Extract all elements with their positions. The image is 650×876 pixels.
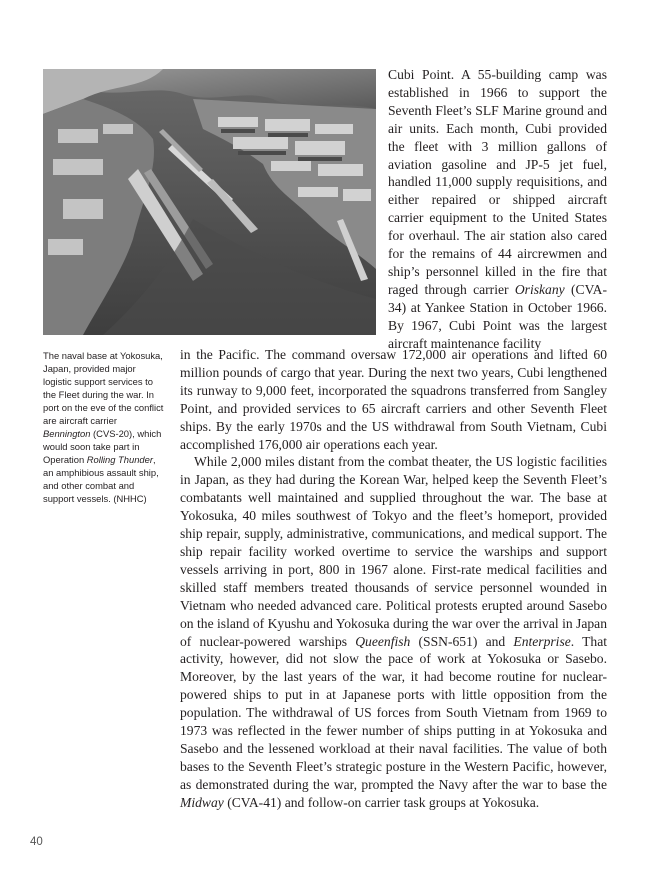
caption-text: , an amphibious assault ship, and other combat and support vessels. (NHHC) (43, 454, 159, 504)
text-run: (CVA-34) at Yankee Station in October 1966. By 1967, Cubi Point was the largest aircraft maintenance facility (388, 281, 607, 351)
paragraph-cubi-point (388, 66, 607, 353)
text-run: While 2,000 miles distant from the combat theater, the US logistic facilities in Japan, as they had during the Korean War, helped keep the Seventh Fleet’s combatants well maintained and supplied throughout the war. The base at Yokosuka, 40 miles southwest of Tokyo and the fleet’s homeport, provided ship repair, supply, administrative, communications, and medical support. The ship repair facility worked overtime to service the warships and support vessels arriving in port, 800 in 1967 alone. First-rate medical facilities and skilled staff members treated thousands of service personnel wounded in Vietnam who needed advanced care. Political protests erupted around Sasebo on the island of Kyushu and Yokosuka during the war over the arrival in Japan of nuclear-powered warships (180, 454, 607, 649)
main-column-text (180, 346, 607, 812)
aerial-photo-yokosuka (43, 69, 376, 335)
text-run: Cubi Point. A 55-building camp was established in 1966 to support the Seventh Fleet’s SLF Marine ground and air units. Each month, Cubi provided the fleet with 3 million gallons of aviation gasoline and JP-5 jet fuel, handled 11,000 supply requisitions, and either repaired or shipped aircraft carrier equipment to the United States for overhaul. The air station also cared for the remains of 44 aircrewmen and ship’s personnel killed in the fire that raged through carrier (388, 67, 607, 297)
ship-name-italic: Enterprise (513, 633, 571, 649)
ship-name-italic: Oriskany (514, 281, 565, 297)
caption-text: (CVS-20), which would soon take part in Operation (43, 428, 162, 465)
text-run: . That activity, however, did not slow the pace of work at Yokosuka or Sasebo. Moreover, by the last years of the war, it had become routine for nuclear-powered ships to put in at Japanese ports with little opposition from the population. The withdrawal of US forces from South Vietnam from 1969 to 1973 was reflected in the fewer number of ships putting in at Yokosuka and Sasebo and the lessened workload at their naval facilities. The value of both bases to the Seventh Fleet’s strategic posture in the Western Pacific, however, as demonstrated during the war, prompted the Navy after the war to base the (180, 633, 608, 792)
ship-name-italic: Queenfish (355, 633, 411, 649)
caption-ship-italic: Bennington (43, 428, 91, 439)
aerial-photo-icon (43, 69, 376, 335)
caption-text: The naval base at Yokosuka, Japan, provided major logistic support services to the Fleet during the war. In port on the eve of the conflict are aircraft carrier (43, 350, 164, 426)
text-run: (CVA-41) and follow-on carrier task groups at Yokosuka. (223, 794, 540, 810)
caption-operation-italic: Rolling Thunder (86, 454, 153, 465)
photo-caption (43, 349, 165, 505)
text-run: (SSN-651) and (410, 633, 514, 649)
paragraph-japan-facilities (180, 453, 607, 811)
ship-name-italic: Midway (180, 794, 224, 810)
paragraph-cubi-continued: in the Pacific. The command oversaw 172,000 air operations and lifted 60 million pounds of cargo that year. During the next two years, Cubi lengthened its runway to 9,000 feet, incorporated the squadrons transferred from Sangley Point, and provided services to 65 aircraft carriers and other Seventh Fleet ships. By the early 1970s and the US withdrawal from South Vietnam, Cubi accomplished 176,000 air operations each year. (180, 347, 607, 452)
page-number: 40 (30, 836, 43, 848)
right-column-text (388, 66, 607, 353)
